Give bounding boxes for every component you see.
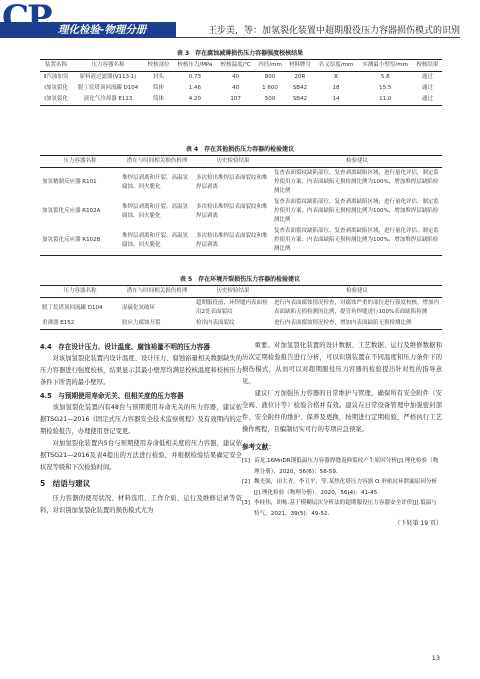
table-cell: 通过 bbox=[413, 94, 442, 106]
column-header: 内径/mm bbox=[255, 60, 286, 72]
table4 bbox=[40, 155, 442, 256]
table-cell: 原料液过滤器(V113-1) bbox=[79, 74, 137, 80]
table-cell: 堆焊层剥离和开裂、高温氢腐蚀、回火脆化 bbox=[122, 203, 189, 219]
table-row bbox=[40, 298, 442, 319]
conclusion-body-1: 重要。对加氢裂化装置的设计数据、工艺数据、运行及维修数据和历次定期检验报告进行分析，可以识别装置在不同温度和压力条件下的损伤模式，从而可以对超期服役压力容器的检验提出针对性的指导意见。 bbox=[242, 342, 442, 385]
reference-number: [2] bbox=[242, 479, 250, 485]
table-cell: 液化气冷却器 E113 bbox=[72, 94, 144, 106]
table-cell: 18 bbox=[332, 85, 340, 91]
table-cell: 11.0 bbox=[358, 94, 413, 106]
reference-item bbox=[242, 456, 442, 477]
journal-logo: CP bbox=[2, 0, 51, 38]
table-row bbox=[40, 318, 442, 330]
column-header: 装置名称 bbox=[40, 60, 72, 72]
table-cell: 40 bbox=[232, 74, 240, 80]
table-row bbox=[40, 197, 442, 226]
reference-item bbox=[242, 477, 442, 498]
table-cell: 堆焊层剥离和开裂、高温氢腐蚀、回火脆化 bbox=[122, 174, 189, 190]
table-cell: Ⅰ加氢裂化 bbox=[44, 85, 68, 91]
table-cell: 107 bbox=[217, 94, 255, 106]
table-cell: 通过 bbox=[421, 85, 433, 91]
table-cell: 堆焊层剥离和开裂、高温氢腐蚀、回火脆化 bbox=[120, 226, 194, 256]
column-header: 实测最小壁厚/mm bbox=[358, 60, 413, 72]
table-cell: 超期服役前，环焊缝内表面检出2处表面裂纹 bbox=[196, 300, 268, 315]
table3 bbox=[40, 59, 442, 106]
column-header: 名义厚度/mm bbox=[314, 60, 357, 72]
reference-number: [3] bbox=[242, 500, 250, 506]
table-cell: 加氢裂化反应器 R102A bbox=[42, 208, 101, 214]
left-column bbox=[40, 340, 242, 517]
section-4-5-body-2: 对加氢裂化装置内5台与预期使用寿命低相关度的压力容器，建议依据TSG21—2016及表4提出的方法进行检验，并根据检验结果确定安全状况等级和下次检验时间。 bbox=[40, 440, 242, 471]
table-cell: 20R bbox=[294, 74, 306, 80]
column-header: 历史检验结果 bbox=[194, 156, 272, 168]
running-title: 王步美，等：加氢裂化装置中超期服役压力容器损伤模式的识别 bbox=[207, 26, 460, 36]
table-cell: 多次检出堆焊层表面裂纹和堆焊层剥离 bbox=[194, 226, 272, 256]
reference-text: 李桂伟，胡栋.基于模糊层次分析法的超期服役压力容器安全评价[J].低温与特气，2021，39(5)：49-52. bbox=[254, 500, 437, 517]
table-cell: 进行内表面腐蚀情况检查，对腐蚀严重的部位进行强度校核，增加内表面缺陷无损检测的比例，提管角焊缝进行100%表面缺陷检测 bbox=[274, 300, 440, 315]
table-cell: 进行内表面腐蚀情况检查，增加内表面缺陷无损检测比例 bbox=[272, 318, 442, 330]
table-cell: 封头 bbox=[153, 74, 165, 80]
table5-caption: 表 5 存在环境开裂损伤压力容器的检验建议 bbox=[179, 276, 301, 283]
table-cell: 检出内表面裂纹 bbox=[194, 318, 272, 330]
column-header: 材料牌号 bbox=[285, 60, 314, 72]
table-cell: 通过 bbox=[421, 74, 433, 80]
reference-item bbox=[242, 498, 442, 519]
table-row bbox=[40, 72, 442, 84]
column-header: 潜在与时间相关损伤机理 bbox=[120, 286, 194, 298]
table-cell: 15.5 bbox=[379, 85, 392, 91]
table-cell: 胺应力腐蚀开裂 bbox=[120, 318, 194, 330]
reference-number: [1] bbox=[242, 458, 250, 464]
reference-text: 苗龙.16MnDR钢低温压力容器焊缝返修裂纹产生原因分析[J].理化检验（物理分册），2020，56(6)：56-59. bbox=[254, 458, 439, 475]
table-cell: SB42 bbox=[292, 85, 308, 91]
table-cell: 脱丁烷塔顶回流罐 D104 bbox=[42, 304, 103, 311]
column-header: 校核压力/MPa bbox=[173, 60, 217, 72]
column-header: 检验建议 bbox=[272, 156, 442, 168]
table-cell: 复查表面裂纹缺陷部位、复查剥离缺陷区域，进行量化评估，制定监控使用方案；内表面缺陷无损检测比例为100%，增加堆焊层缺陷检测比例 bbox=[274, 199, 440, 223]
table-cell: 1.46 bbox=[188, 85, 201, 91]
table-cell: 湿硫化氢破坏 bbox=[122, 304, 156, 311]
journal-name: 理化检验-物理分册 bbox=[58, 24, 147, 36]
section-5-body: 压力容器的使用状况、材料选用、工作介质、运行及维修记录等资料，对识别加氢裂化装置的损伤模式尤为 bbox=[40, 495, 242, 514]
table-cell: 重沸器 E152 bbox=[40, 318, 120, 330]
table-cell: 筒体 bbox=[144, 94, 173, 106]
table-cell: 加氢裂化反应器 R102B bbox=[40, 226, 120, 256]
table-cell: Ⅱ汽油加氢 bbox=[43, 74, 69, 80]
table-cell: 5.8 bbox=[380, 74, 390, 80]
column-header: 校核结果 bbox=[413, 60, 442, 72]
reference-list bbox=[242, 456, 442, 519]
table-row bbox=[40, 226, 442, 256]
conclusion-body-2: 建议厂方加强压力容器的日常维护与管理，确保所有安全附件（安全阀、液位计等）检验合格并有效。建议在日常设备管理中加强密封部件、安全附件的维护、保养及更换，按期进行定期检验，严格执行工艺操作规程，且编制切实可行的专项应急预案。 bbox=[242, 390, 442, 433]
table-cell: 40 bbox=[232, 85, 240, 91]
column-header: 压力容器名称 bbox=[40, 156, 120, 168]
column-header: 校核部位 bbox=[144, 60, 173, 72]
reference-text: 魏光强，田大青，李卫平，等.某焦化塔压力容器 O 形密封环泄漏原因分析[J].理化检验（物理分册），2020，56(4)：41-45. bbox=[254, 479, 438, 496]
table3-caption: 表 3 存在腐蚀减薄损伤压力容器强度校核结果 bbox=[176, 50, 304, 57]
references-title: 参考文献： bbox=[242, 443, 275, 451]
table-cell: 0.73 bbox=[188, 74, 201, 80]
column-header: 压力容器名称 bbox=[40, 286, 120, 298]
table5 bbox=[40, 285, 442, 330]
table-cell: 14 bbox=[314, 94, 357, 106]
header-rule bbox=[176, 37, 460, 38]
column-header: 压力容器名称 bbox=[72, 60, 144, 72]
right-column bbox=[242, 340, 442, 529]
section-5-title: 5 结语与建议 bbox=[40, 479, 91, 488]
table-row bbox=[40, 168, 442, 198]
column-header: 潜在与时间相关损伤机理 bbox=[120, 156, 194, 168]
column-header: 检验建议 bbox=[272, 286, 442, 298]
table-cell: 加氢精制反应器 R101 bbox=[42, 179, 97, 185]
column-header: 历史检验结果 bbox=[194, 286, 272, 298]
table-cell: Ⅰ加氢裂化 bbox=[40, 94, 72, 106]
section-4-5-body-1: 该加氢裂化装置内有48台与预期使用寿命无关的压力容器，建议依据TSG21—2016《固定式压力容器安全技术监察规程》及有效期内的定期检验报告，办理使用登记变更。 bbox=[40, 404, 242, 435]
section-4-4-title: 4.4 存在设计压力、设计温度、腐蚀裕量不明的压力容器 bbox=[40, 343, 210, 351]
table-row bbox=[40, 94, 442, 106]
table4-caption: 表 4 存在其他损伤压力容器的检验建议 bbox=[185, 146, 295, 153]
table-cell: 复查表面裂纹缺陷部位、复查剥离缺陷区域，进行量化评估，制定监控使用方案；内表面缺陷无损检测比例为100%，增加堆焊层缺陷检测比例 bbox=[272, 226, 442, 256]
table-row bbox=[40, 83, 442, 94]
table-cell: 复查表面裂纹缺陷部位、复查剥离缺陷区域，进行量化评估，制定监控使用方案；内表面缺陷无损检测比例为100%，增加堆焊层缺陷检测比例 bbox=[274, 170, 440, 194]
table-cell: 多次检出堆焊层表面裂纹和堆焊层剥离 bbox=[196, 203, 268, 219]
table-cell: 多次检出堆焊层表面裂纹和堆焊层剥离 bbox=[196, 174, 268, 190]
table-cell: 筒体 bbox=[153, 85, 165, 91]
continued-note: （下转第 19 页） bbox=[394, 520, 442, 527]
section-4-4-body: 对该加氢裂化装置内设计温度、设计压力、腐蚀裕量相关数据缺失的压力容器进行强度校核，结果显示其最小壁厚均满足校核温度和校核压力条件下所需的最小壁厚。 bbox=[40, 355, 242, 386]
table-cell: 800 bbox=[264, 74, 276, 80]
page-header bbox=[0, 0, 480, 40]
table-cell: 8 bbox=[334, 74, 338, 80]
column-header: 校核温度/℃ bbox=[217, 60, 255, 72]
table-cell: 4.20 bbox=[173, 94, 217, 106]
section-4-5-title: 4.5 与预期使用寿命无关、但相关度的压力容器 bbox=[40, 392, 184, 400]
table-cell: 脱丁烷塔顶回流罐 D104 bbox=[77, 85, 139, 91]
table-cell: 500 bbox=[255, 94, 286, 106]
table-cell: SB42 bbox=[285, 94, 314, 106]
table-cell: 1 600 bbox=[262, 85, 278, 91]
page-number: 13 bbox=[431, 654, 440, 662]
